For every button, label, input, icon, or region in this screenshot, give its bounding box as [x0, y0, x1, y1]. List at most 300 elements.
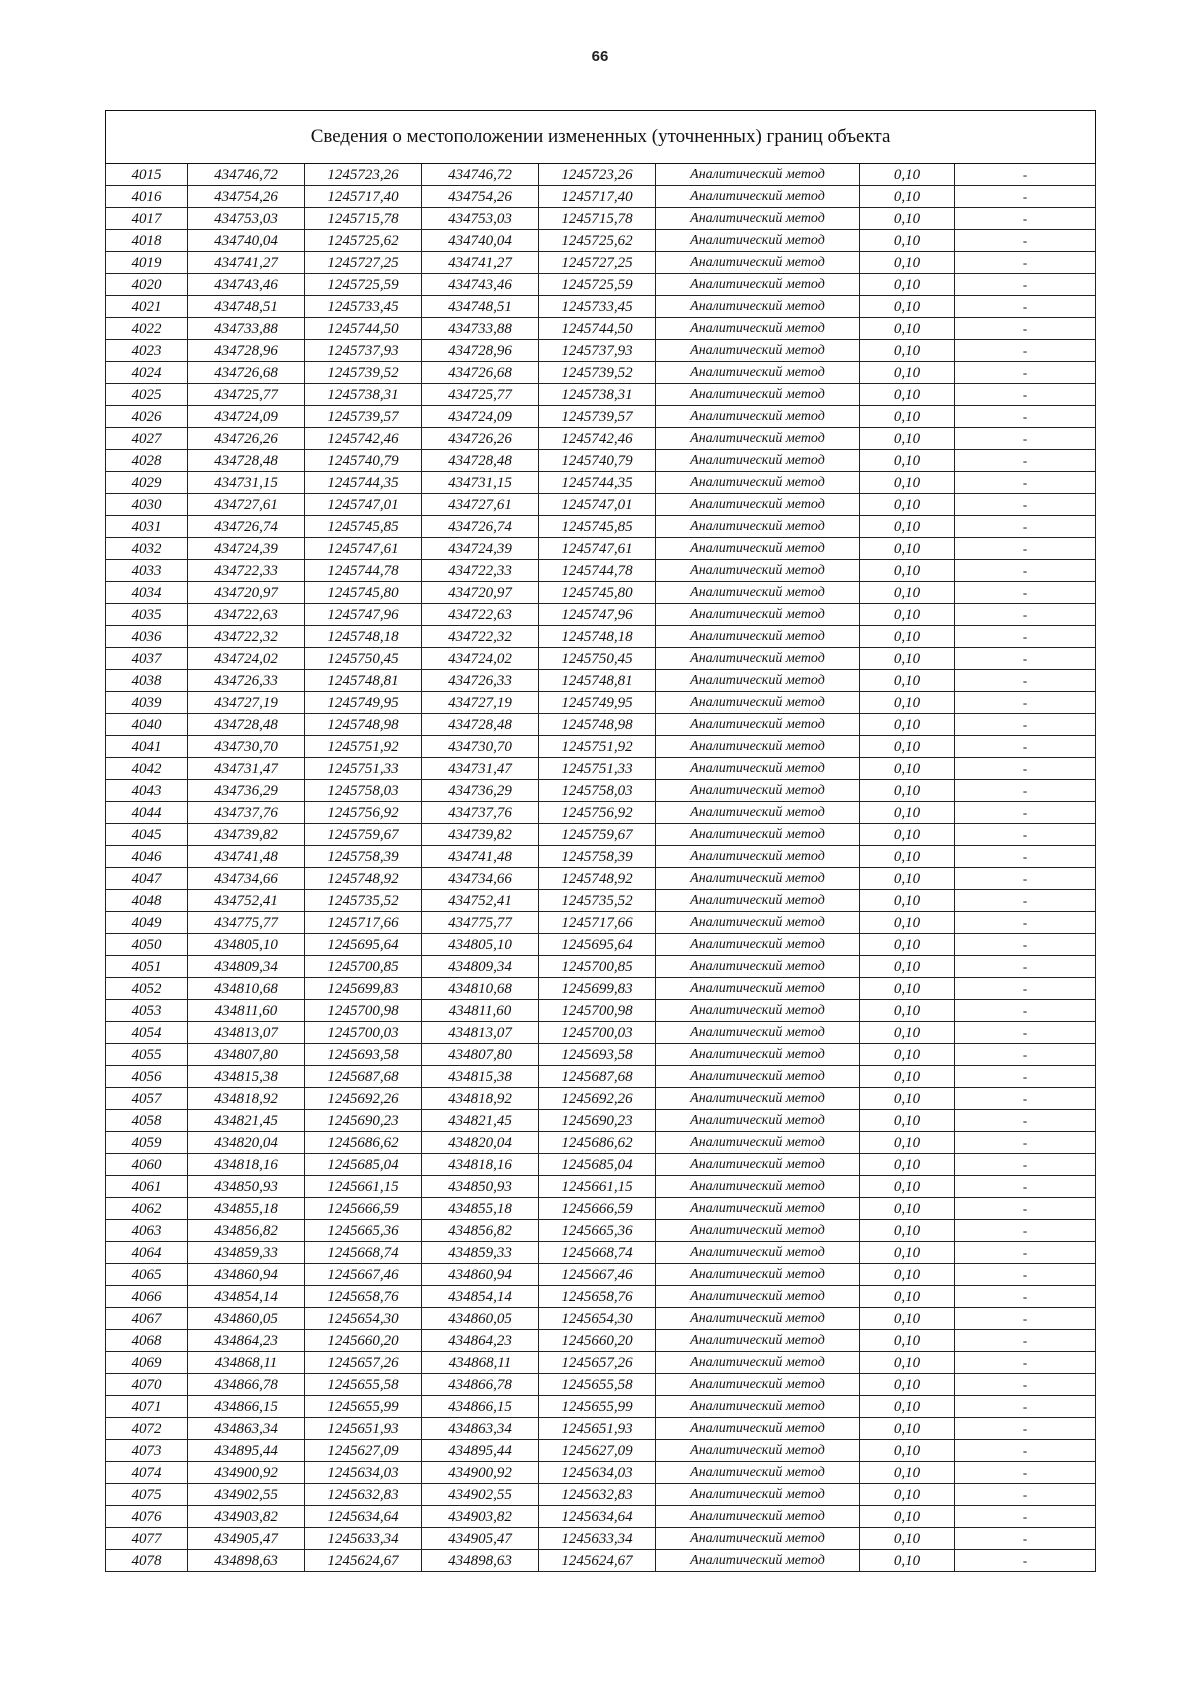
x-existing-cell: 434898,63: [188, 1550, 305, 1572]
point-number-cell: 4018: [106, 230, 188, 252]
x-existing-cell: 434815,38: [188, 1066, 305, 1088]
y-existing-cell: 1245748,98: [305, 714, 422, 736]
y-specified-cell: 1245655,58: [539, 1374, 656, 1396]
table-row: [106, 1374, 1096, 1396]
point-number-cell: 4045: [106, 824, 188, 846]
y-specified-cell: 1245747,61: [539, 538, 656, 560]
table-row: [106, 296, 1096, 318]
accuracy-cell: 0,10: [860, 890, 955, 912]
point-number-cell: 4050: [106, 934, 188, 956]
y-specified-cell: 1245748,92: [539, 868, 656, 890]
table-row: [106, 1528, 1096, 1550]
accuracy-cell: 0,10: [860, 1484, 955, 1506]
method-cell: Аналитический метод: [656, 780, 860, 802]
x-existing-cell: 434726,26: [188, 428, 305, 450]
point-number-cell: 4051: [106, 956, 188, 978]
accuracy-cell: 0,10: [860, 670, 955, 692]
y-existing-cell: 1245700,03: [305, 1022, 422, 1044]
y-specified-cell: 1245700,03: [539, 1022, 656, 1044]
y-specified-cell: 1245725,59: [539, 274, 656, 296]
table-row: [106, 1286, 1096, 1308]
x-existing-cell: 434860,05: [188, 1308, 305, 1330]
table-row: [106, 626, 1096, 648]
y-existing-cell: 1245655,99: [305, 1396, 422, 1418]
table-row: [106, 1154, 1096, 1176]
x-existing-cell: 434905,47: [188, 1528, 305, 1550]
y-specified-cell: 1245655,99: [539, 1396, 656, 1418]
y-existing-cell: 1245723,26: [305, 164, 422, 186]
y-existing-cell: 1245668,74: [305, 1242, 422, 1264]
table-row: [106, 1132, 1096, 1154]
y-specified-cell: 1245693,58: [539, 1044, 656, 1066]
y-existing-cell: 1245627,09: [305, 1440, 422, 1462]
description-cell: -: [955, 1044, 1096, 1066]
y-specified-cell: 1245738,31: [539, 384, 656, 406]
x-existing-cell: 434720,97: [188, 582, 305, 604]
x-specified-cell: 434741,48: [422, 846, 539, 868]
point-number-cell: 4073: [106, 1440, 188, 1462]
point-number-cell: 4032: [106, 538, 188, 560]
x-specified-cell: 434753,03: [422, 208, 539, 230]
point-number-cell: 4036: [106, 626, 188, 648]
x-specified-cell: 434754,26: [422, 186, 539, 208]
y-existing-cell: 1245657,26: [305, 1352, 422, 1374]
x-existing-cell: 434722,32: [188, 626, 305, 648]
x-specified-cell: 434722,33: [422, 560, 539, 582]
description-cell: -: [955, 1484, 1096, 1506]
method-cell: Аналитический метод: [656, 1132, 860, 1154]
method-cell: Аналитический метод: [656, 956, 860, 978]
accuracy-cell: 0,10: [860, 1066, 955, 1088]
accuracy-cell: 0,10: [860, 1176, 955, 1198]
x-existing-cell: 434737,76: [188, 802, 305, 824]
y-specified-cell: 1245735,52: [539, 890, 656, 912]
x-specified-cell: 434726,74: [422, 516, 539, 538]
x-existing-cell: 434728,48: [188, 714, 305, 736]
x-existing-cell: 434727,19: [188, 692, 305, 714]
table-row: [106, 1484, 1096, 1506]
x-specified-cell: 434895,44: [422, 1440, 539, 1462]
y-existing-cell: 1245727,25: [305, 252, 422, 274]
table-row: [106, 1044, 1096, 1066]
point-number-cell: 4069: [106, 1352, 188, 1374]
table-row: [106, 406, 1096, 428]
method-cell: Аналитический метод: [656, 1022, 860, 1044]
method-cell: Аналитический метод: [656, 296, 860, 318]
accuracy-cell: 0,10: [860, 802, 955, 824]
table-row: [106, 890, 1096, 912]
point-number-cell: 4072: [106, 1418, 188, 1440]
point-number-cell: 4023: [106, 340, 188, 362]
y-specified-cell: 1245687,68: [539, 1066, 656, 1088]
x-specified-cell: 434809,34: [422, 956, 539, 978]
y-existing-cell: 1245690,23: [305, 1110, 422, 1132]
x-existing-cell: 434730,70: [188, 736, 305, 758]
description-cell: -: [955, 494, 1096, 516]
method-cell: Аналитический метод: [656, 1264, 860, 1286]
point-number-cell: 4035: [106, 604, 188, 626]
accuracy-cell: 0,10: [860, 318, 955, 340]
description-cell: -: [955, 1352, 1096, 1374]
x-existing-cell: 434736,29: [188, 780, 305, 802]
y-existing-cell: 1245700,85: [305, 956, 422, 978]
y-existing-cell: 1245700,98: [305, 1000, 422, 1022]
accuracy-cell: 0,10: [860, 560, 955, 582]
x-specified-cell: 434731,47: [422, 758, 539, 780]
y-specified-cell: 1245725,62: [539, 230, 656, 252]
y-specified-cell: 1245665,36: [539, 1220, 656, 1242]
x-existing-cell: 434855,18: [188, 1198, 305, 1220]
y-existing-cell: 1245654,30: [305, 1308, 422, 1330]
accuracy-cell: 0,10: [860, 1506, 955, 1528]
point-number-cell: 4062: [106, 1198, 188, 1220]
accuracy-cell: 0,10: [860, 912, 955, 934]
x-existing-cell: 434805,10: [188, 934, 305, 956]
y-existing-cell: 1245750,45: [305, 648, 422, 670]
y-specified-cell: 1245660,20: [539, 1330, 656, 1352]
x-existing-cell: 434753,03: [188, 208, 305, 230]
point-number-cell: 4061: [106, 1176, 188, 1198]
x-specified-cell: 434818,92: [422, 1088, 539, 1110]
y-specified-cell: 1245657,26: [539, 1352, 656, 1374]
description-cell: -: [955, 318, 1096, 340]
accuracy-cell: 0,10: [860, 1110, 955, 1132]
x-specified-cell: 434856,82: [422, 1220, 539, 1242]
y-specified-cell: 1245748,81: [539, 670, 656, 692]
y-existing-cell: 1245744,50: [305, 318, 422, 340]
y-specified-cell: 1245748,18: [539, 626, 656, 648]
table-row: [106, 1330, 1096, 1352]
x-specified-cell: 434737,76: [422, 802, 539, 824]
method-cell: Аналитический метод: [656, 1528, 860, 1550]
x-existing-cell: 434900,92: [188, 1462, 305, 1484]
y-specified-cell: 1245667,46: [539, 1264, 656, 1286]
accuracy-cell: 0,10: [860, 1088, 955, 1110]
x-existing-cell: 434820,04: [188, 1132, 305, 1154]
y-existing-cell: 1245693,58: [305, 1044, 422, 1066]
y-existing-cell: 1245747,01: [305, 494, 422, 516]
point-number-cell: 4028: [106, 450, 188, 472]
point-number-cell: 4043: [106, 780, 188, 802]
accuracy-cell: 0,10: [860, 472, 955, 494]
x-specified-cell: 434854,14: [422, 1286, 539, 1308]
x-specified-cell: 434813,07: [422, 1022, 539, 1044]
description-cell: -: [955, 1022, 1096, 1044]
y-specified-cell: 1245758,03: [539, 780, 656, 802]
x-existing-cell: 434818,16: [188, 1154, 305, 1176]
description-cell: -: [955, 1242, 1096, 1264]
description-cell: -: [955, 428, 1096, 450]
accuracy-cell: 0,10: [860, 604, 955, 626]
point-number-cell: 4026: [106, 406, 188, 428]
x-specified-cell: 434905,47: [422, 1528, 539, 1550]
table-row: [106, 1066, 1096, 1088]
x-specified-cell: 434728,48: [422, 450, 539, 472]
description-cell: -: [955, 890, 1096, 912]
accuracy-cell: 0,10: [860, 296, 955, 318]
method-cell: Аналитический метод: [656, 912, 860, 934]
method-cell: Аналитический метод: [656, 164, 860, 186]
description-cell: -: [955, 1550, 1096, 1572]
accuracy-cell: 0,10: [860, 1374, 955, 1396]
description-cell: -: [955, 1506, 1096, 1528]
description-cell: -: [955, 1000, 1096, 1022]
accuracy-cell: 0,10: [860, 340, 955, 362]
x-existing-cell: 434731,47: [188, 758, 305, 780]
x-existing-cell: 434859,33: [188, 1242, 305, 1264]
x-existing-cell: 434733,88: [188, 318, 305, 340]
description-cell: -: [955, 186, 1096, 208]
description-cell: -: [955, 1396, 1096, 1418]
y-specified-cell: 1245745,80: [539, 582, 656, 604]
description-cell: -: [955, 1418, 1096, 1440]
table-row: [106, 1000, 1096, 1022]
accuracy-cell: 0,10: [860, 208, 955, 230]
method-cell: Аналитический метод: [656, 824, 860, 846]
accuracy-cell: 0,10: [860, 1242, 955, 1264]
table-row: [106, 362, 1096, 384]
y-existing-cell: 1245692,26: [305, 1088, 422, 1110]
accuracy-cell: 0,10: [860, 1198, 955, 1220]
method-cell: Аналитический метод: [656, 802, 860, 824]
x-existing-cell: 434727,61: [188, 494, 305, 516]
method-cell: Аналитический метод: [656, 1066, 860, 1088]
y-specified-cell: 1245699,83: [539, 978, 656, 1000]
description-cell: -: [955, 230, 1096, 252]
x-existing-cell: 434809,34: [188, 956, 305, 978]
y-specified-cell: 1245695,64: [539, 934, 656, 956]
accuracy-cell: 0,10: [860, 1352, 955, 1374]
y-existing-cell: 1245759,67: [305, 824, 422, 846]
table-row: [106, 472, 1096, 494]
table-row: [106, 648, 1096, 670]
point-number-cell: 4071: [106, 1396, 188, 1418]
y-specified-cell: 1245739,52: [539, 362, 656, 384]
x-existing-cell: 434739,82: [188, 824, 305, 846]
point-number-cell: 4047: [106, 868, 188, 890]
method-cell: Аналитический метод: [656, 1176, 860, 1198]
x-specified-cell: 434807,80: [422, 1044, 539, 1066]
method-cell: Аналитический метод: [656, 494, 860, 516]
table-row: [106, 516, 1096, 538]
y-specified-cell: 1245666,59: [539, 1198, 656, 1220]
y-existing-cell: 1245739,57: [305, 406, 422, 428]
description-cell: -: [955, 1088, 1096, 1110]
y-existing-cell: 1245735,52: [305, 890, 422, 912]
x-specified-cell: 434720,97: [422, 582, 539, 604]
boundary-table-container: [105, 110, 1095, 1572]
method-cell: Аналитический метод: [656, 318, 860, 340]
table-row: [106, 1308, 1096, 1330]
table-row: [106, 582, 1096, 604]
accuracy-cell: 0,10: [860, 384, 955, 406]
description-cell: -: [955, 406, 1096, 428]
y-existing-cell: 1245717,40: [305, 186, 422, 208]
y-existing-cell: 1245660,20: [305, 1330, 422, 1352]
x-existing-cell: 434854,14: [188, 1286, 305, 1308]
point-number-cell: 4064: [106, 1242, 188, 1264]
description-cell: -: [955, 956, 1096, 978]
x-existing-cell: 434746,72: [188, 164, 305, 186]
x-existing-cell: 434740,04: [188, 230, 305, 252]
description-cell: -: [955, 538, 1096, 560]
point-number-cell: 4078: [106, 1550, 188, 1572]
table-row: [106, 978, 1096, 1000]
y-specified-cell: 1245750,45: [539, 648, 656, 670]
y-specified-cell: 1245700,85: [539, 956, 656, 978]
point-number-cell: 4024: [106, 362, 188, 384]
y-existing-cell: 1245756,92: [305, 802, 422, 824]
description-cell: -: [955, 692, 1096, 714]
y-specified-cell: 1245658,76: [539, 1286, 656, 1308]
y-existing-cell: 1245748,92: [305, 868, 422, 890]
point-number-cell: 4057: [106, 1088, 188, 1110]
method-cell: Аналитический метод: [656, 472, 860, 494]
y-specified-cell: 1245745,85: [539, 516, 656, 538]
table-row: [106, 252, 1096, 274]
table-row: [106, 1396, 1096, 1418]
x-specified-cell: 434810,68: [422, 978, 539, 1000]
x-existing-cell: 434818,92: [188, 1088, 305, 1110]
x-specified-cell: 434900,92: [422, 1462, 539, 1484]
description-cell: -: [955, 1154, 1096, 1176]
description-cell: -: [955, 648, 1096, 670]
y-specified-cell: 1245700,98: [539, 1000, 656, 1022]
table-row: [106, 736, 1096, 758]
table-row: [106, 1176, 1096, 1198]
y-existing-cell: 1245748,81: [305, 670, 422, 692]
description-cell: -: [955, 340, 1096, 362]
x-specified-cell: 434724,09: [422, 406, 539, 428]
method-cell: Аналитический метод: [656, 362, 860, 384]
description-cell: -: [955, 472, 1096, 494]
description-cell: -: [955, 868, 1096, 890]
point-number-cell: 4025: [106, 384, 188, 406]
x-existing-cell: 434813,07: [188, 1022, 305, 1044]
description-cell: -: [955, 1198, 1096, 1220]
description-cell: -: [955, 208, 1096, 230]
accuracy-cell: 0,10: [860, 252, 955, 274]
x-specified-cell: 434820,04: [422, 1132, 539, 1154]
y-specified-cell: 1245744,50: [539, 318, 656, 340]
method-cell: Аналитический метод: [656, 538, 860, 560]
point-number-cell: 4063: [106, 1220, 188, 1242]
table-row: [106, 494, 1096, 516]
x-specified-cell: 434722,32: [422, 626, 539, 648]
y-existing-cell: 1245651,93: [305, 1418, 422, 1440]
method-cell: Аналитический метод: [656, 868, 860, 890]
y-existing-cell: 1245695,64: [305, 934, 422, 956]
x-specified-cell: 434728,96: [422, 340, 539, 362]
description-cell: -: [955, 736, 1096, 758]
point-number-cell: 4019: [106, 252, 188, 274]
y-specified-cell: 1245748,98: [539, 714, 656, 736]
point-number-cell: 4022: [106, 318, 188, 340]
x-existing-cell: 434863,34: [188, 1418, 305, 1440]
method-cell: Аналитический метод: [656, 934, 860, 956]
table-body: [106, 164, 1096, 1572]
y-specified-cell: 1245651,93: [539, 1418, 656, 1440]
description-cell: -: [955, 1264, 1096, 1286]
table-row: [106, 758, 1096, 780]
accuracy-cell: 0,10: [860, 692, 955, 714]
description-cell: -: [955, 450, 1096, 472]
accuracy-cell: 0,10: [860, 824, 955, 846]
y-specified-cell: 1245685,04: [539, 1154, 656, 1176]
point-number-cell: 4033: [106, 560, 188, 582]
method-cell: Аналитический метод: [656, 648, 860, 670]
x-specified-cell: 434727,19: [422, 692, 539, 714]
table-row: [106, 208, 1096, 230]
description-cell: -: [955, 274, 1096, 296]
x-specified-cell: 434855,18: [422, 1198, 539, 1220]
method-cell: Аналитический метод: [656, 1352, 860, 1374]
x-specified-cell: 434818,16: [422, 1154, 539, 1176]
y-specified-cell: 1245747,01: [539, 494, 656, 516]
table-row: [106, 1198, 1096, 1220]
y-existing-cell: 1245685,04: [305, 1154, 422, 1176]
table-row: [106, 780, 1096, 802]
point-number-cell: 4046: [106, 846, 188, 868]
accuracy-cell: 0,10: [860, 1132, 955, 1154]
accuracy-cell: 0,10: [860, 538, 955, 560]
x-specified-cell: 434860,94: [422, 1264, 539, 1286]
point-number-cell: 4076: [106, 1506, 188, 1528]
method-cell: Аналитический метод: [656, 274, 860, 296]
description-cell: -: [955, 362, 1096, 384]
x-existing-cell: 434866,78: [188, 1374, 305, 1396]
point-number-cell: 4029: [106, 472, 188, 494]
y-existing-cell: 1245748,18: [305, 626, 422, 648]
y-specified-cell: 1245654,30: [539, 1308, 656, 1330]
x-existing-cell: 434731,15: [188, 472, 305, 494]
table-row: [106, 934, 1096, 956]
y-specified-cell: 1245744,35: [539, 472, 656, 494]
accuracy-cell: 0,10: [860, 978, 955, 1000]
y-specified-cell: 1245727,25: [539, 252, 656, 274]
table-row: [106, 1440, 1096, 1462]
x-specified-cell: 434805,10: [422, 934, 539, 956]
y-existing-cell: 1245758,03: [305, 780, 422, 802]
x-specified-cell: 434863,34: [422, 1418, 539, 1440]
x-specified-cell: 434730,70: [422, 736, 539, 758]
x-existing-cell: 434902,55: [188, 1484, 305, 1506]
description-cell: -: [955, 780, 1096, 802]
y-specified-cell: 1245717,40: [539, 186, 656, 208]
method-cell: Аналитический метод: [656, 1396, 860, 1418]
y-existing-cell: 1245699,83: [305, 978, 422, 1000]
x-existing-cell: 434775,77: [188, 912, 305, 934]
x-existing-cell: 434864,23: [188, 1330, 305, 1352]
x-specified-cell: 434748,51: [422, 296, 539, 318]
description-cell: -: [955, 1132, 1096, 1154]
x-specified-cell: 434731,15: [422, 472, 539, 494]
method-cell: Аналитический метод: [656, 1220, 860, 1242]
point-number-cell: 4037: [106, 648, 188, 670]
description-cell: -: [955, 670, 1096, 692]
x-existing-cell: 434895,44: [188, 1440, 305, 1462]
table-row: [106, 670, 1096, 692]
accuracy-cell: 0,10: [860, 186, 955, 208]
accuracy-cell: 0,10: [860, 1462, 955, 1484]
method-cell: Аналитический метод: [656, 846, 860, 868]
accuracy-cell: 0,10: [860, 1154, 955, 1176]
x-existing-cell: 434860,94: [188, 1264, 305, 1286]
accuracy-cell: 0,10: [860, 274, 955, 296]
y-existing-cell: 1245687,68: [305, 1066, 422, 1088]
description-cell: -: [955, 582, 1096, 604]
description-cell: -: [955, 1528, 1096, 1550]
